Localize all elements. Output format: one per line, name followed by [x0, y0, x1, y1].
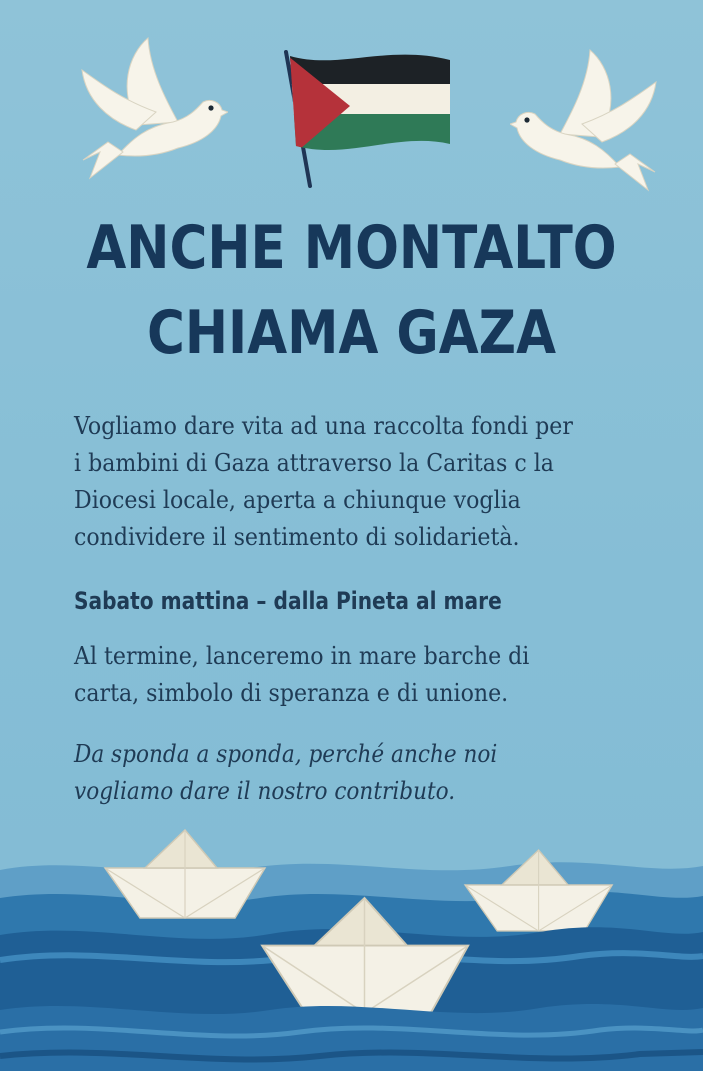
- intro-line: condividere il sentimento di solidarietà.: [74, 523, 520, 551]
- wave-front: [0, 1004, 703, 1071]
- palestinian-flag-icon: [278, 48, 458, 188]
- dove-icon: [510, 42, 660, 192]
- event-line: carta, simbolo di speranza e di unione.: [74, 679, 509, 707]
- intro-paragraph: [74, 408, 681, 556]
- intro-line: Vogliamo dare vita ad una raccolta fondi per: [74, 412, 573, 440]
- event-heading: Sabato mattina – dalla Pineta al mare: [74, 587, 502, 615]
- closing-line: vogliamo dare il nostro contributo.: [74, 777, 456, 805]
- event-paragraph: [74, 638, 681, 712]
- intro-line: i bambini di Gaza attraverso la Caritas c la: [74, 449, 554, 477]
- title-line-2: CHIAMA GAZA: [146, 298, 557, 368]
- title-line-1: ANCHE MONTALTO: [86, 213, 617, 283]
- closing-paragraph: [74, 736, 668, 810]
- closing-line: Da sponda a sponda, perché anche noi: [74, 740, 498, 768]
- sea-illustration: [0, 820, 703, 1071]
- dove-icon: [78, 30, 228, 180]
- intro-line: Diocesi locale, aperta a chiunque voglia: [74, 486, 521, 514]
- event-line: Al termine, lanceremo in mare barche di: [74, 642, 530, 670]
